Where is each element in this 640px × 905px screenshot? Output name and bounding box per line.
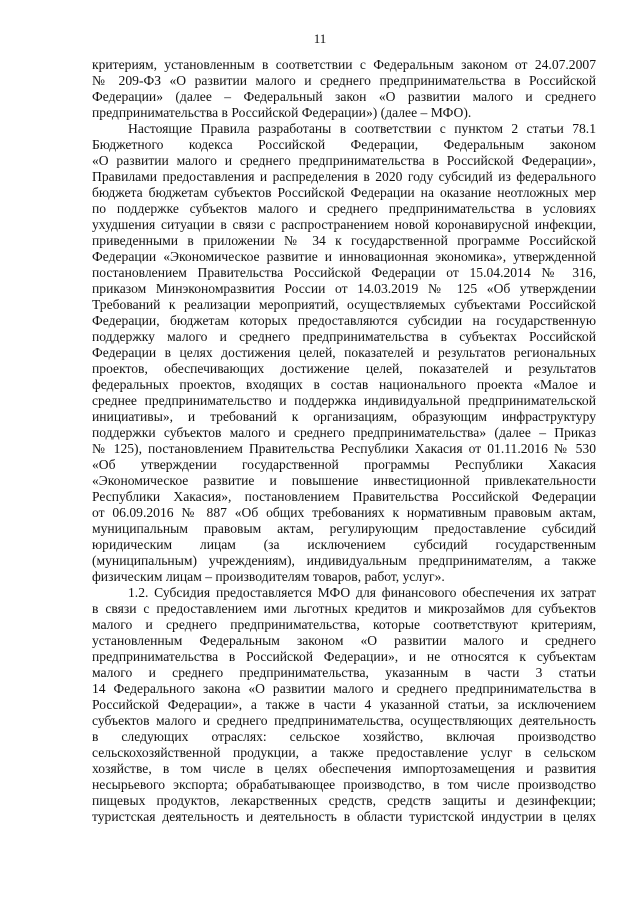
text-line: «О развитии малого и среднего предпринимательства в Российской Федерации», [92, 153, 596, 168]
text-line: в связи с предоставлением ими льготных кредитов и микрозаймов для субъектов [92, 601, 596, 616]
text-line: приказом Минэкономразвития России от 14.03.2019 № 125 «Об утверждении [92, 281, 596, 296]
text-line: туристская деятельность и деятельность в области туристской индустрии в целях [92, 809, 596, 824]
text-line: ухудшения ситуации в связи с распространением новой коронавирусной инфекции, [92, 217, 596, 232]
text-line: «Экономическое развитие и повышение инвестиционной привлекательности [92, 473, 596, 488]
text-line: (муниципальным) учреждениям), индивидуальным предпринимателям, а также [92, 553, 596, 568]
text-line: Федерации в целях достижения целей, показателей и результатов региональных [92, 345, 596, 360]
text-line: инициативы», и требований к организациям, образующим инфраструктуру [92, 409, 596, 424]
text-line: Бюджетного кодекса Российской Федерации, Федеральным законом [92, 137, 596, 152]
text-line: бюджета бюджетам субъектов Российской Федерации на оказание неотложных мер [92, 185, 596, 200]
text-line: среднее предпринимательство и поддержка индивидуальной предпринимательской [92, 393, 596, 408]
paragraph [92, 585, 596, 825]
text-line: несырьевого экспорта; обрабатывающее производство, в том числе производство [92, 777, 596, 792]
text-line: предпринимательства в Российской Федерации», и не относятся к субъектам [92, 649, 596, 664]
text-line: Республики Хакасия», постановлением Правительства Российской Федерации [92, 489, 596, 504]
text-line: критериям, установленным в соответствии с Федеральным законом от 24.07.2007 [92, 57, 596, 72]
text-line: Федерации» (далее – Федеральный закон «О развитии малого и среднего [92, 89, 596, 104]
text-line: пищевых продуктов, лекарственных средств, средств защиты и дезинфекции; [92, 793, 596, 808]
text-line: приведенными в приложении № 34 к государственной программе Российской [92, 233, 596, 248]
text-line: хозяйстве, в том числе в целях обеспечения импортозамещения и развития [92, 761, 596, 776]
text-line: муниципальным правовым актам, регулирующим предоставление субсидий [92, 521, 596, 536]
text-line: юридическим лицам (за исключением субсидий государственным [92, 537, 596, 552]
text-line: установленным Федеральным законом «О развитии малого и среднего [92, 633, 596, 648]
text-line: проектов, обеспечивающих достижение целей, показателей и результатов [92, 361, 596, 376]
text-line: Настоящие Правила разработаны в соответствии с пунктом 2 статьи 78.1 [128, 121, 596, 136]
text-line: по поддержке субъектов малого и среднего предпринимательства в условиях [92, 201, 596, 216]
text-line: физическим лицам – производителям товаров, работ, услуг». [92, 569, 445, 584]
text-line: поддержку малого и среднего предпринимательства в субъектах Российской [92, 329, 596, 344]
text-line: поддержки субъектов малого и среднего предпринимательства» (далее – Приказ [92, 425, 596, 440]
text-line: постановлением Правительства Российской Федерации от 15.04.2014 № 316, [92, 265, 596, 280]
text-line: «Об утверждении государственной программы Республики Хакасия [92, 457, 596, 472]
text-line: предпринимательства в Российской Федерации») (далее – МФО). [92, 105, 472, 120]
text-line: Требований к реализации мероприятий, осуществляемых субъектами Российской [92, 297, 596, 312]
text-line: Правилами предоставления и распределения в 2020 году субсидий из федерального [92, 169, 596, 184]
text-line: 1.2. Субсидия предоставляется МФО для финансового обеспечения их затрат [128, 585, 596, 600]
paragraph [92, 121, 596, 585]
text-line: малого и среднего предпринимательства, указанным в части 3 статьи [92, 665, 596, 680]
text-line: малого и среднего предпринимательства, которые соответствуют критериям, [92, 617, 596, 632]
text-line: Федерации «Экономическое развитие и инновационная экономика», утвержденной [92, 249, 596, 264]
page-number: 11 [313, 31, 327, 46]
text-line: от 06.09.2016 № 887 «Об общих требованиях к нормативным правовым актам, [92, 505, 596, 520]
text-line: в следующих отраслях: сельское хозяйство, включая производство [92, 729, 596, 744]
text-line: Федерации, бюджетам которых предоставляются субсидии на государственную [92, 313, 596, 328]
text-line: сельскохозяйственной продукции, а также предоставление услуг в сельском [92, 745, 596, 760]
text-line: Российской Федерации», а также в части 4 указанной статьи, за исключением [92, 697, 596, 712]
text-line: 14 Федерального закона «О развитии малого и среднего предпринимательства в [92, 681, 596, 696]
document-body [92, 57, 596, 825]
text-line: федеральных проектов, входящих в состав национального проекта «Малое и [92, 377, 596, 392]
paragraph [92, 57, 596, 121]
text-line: № 209-ФЗ «О развитии малого и среднего предпринимательства в Российской [92, 73, 596, 88]
text-line: субъектов малого и среднего предпринимательства, осуществляющих деятельность [92, 713, 596, 728]
text-line: № 125), постановлением Правительства Республики Хакасия от 01.11.2016 № 530 [92, 441, 596, 456]
